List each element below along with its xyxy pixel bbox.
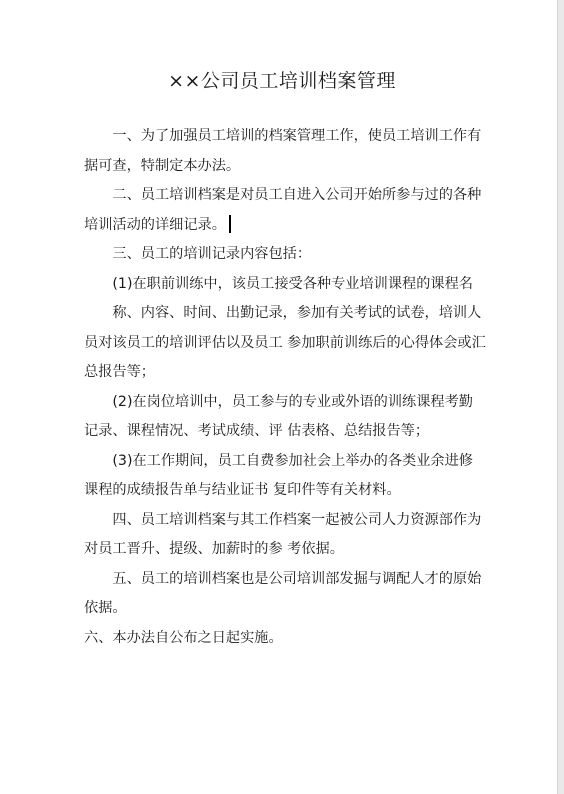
paragraph-3: 三、员工的培训记录内容包括： xyxy=(112,246,312,262)
paragraph-6: (2)在岗位培训中，员工参与的专业或外语的训练课程考勤记录、课程情况、考试成绩、评 估表格、总结报告等； xyxy=(84,393,473,439)
paragraph-2 xyxy=(84,181,486,240)
paragraph-1: 一、为了加强员工培训的档案管理工作，使员工培训工作有据可查，特制定本办法。 xyxy=(84,128,482,174)
paragraph-5: 称、内容、时间、出勤记录，参加有关考试的试卷，培训人员对该员工的培训评估以及员工 参加职前训练后的心得体会或汇总报告等； xyxy=(84,305,486,380)
page-edge-shadow xyxy=(557,0,564,794)
paragraph-7: (3)在工作期间，员工自费参加社会上举办的各类业余进修课程的成绩报告单与结业证书 复印件等有关材料。 xyxy=(84,452,473,498)
document-title: ××公司员工培训档案管理 xyxy=(168,70,396,92)
text-cursor xyxy=(229,215,231,233)
paragraph-9: 五、员工的培训档案也是公司培训部发掘与调配人才的原始依据。 xyxy=(84,570,482,616)
paragraph-10: 六、本办法自公布之日起实施。 xyxy=(84,629,283,646)
paragraph-2-text: 二、员工培训档案是对员工自进入公司开始所参与过的各种培训活动的详细记录。 xyxy=(84,187,482,233)
document-body[interactable] xyxy=(84,122,486,653)
paragraph-4: (1)在职前训练中，该员工接受各种专业培训课程的课程名 xyxy=(112,275,473,292)
paragraph-8: 四、员工培训档案与其工作档案一起被公司人力资源部作为对员工晋升、提级、加薪时的参 考依据。 xyxy=(84,511,482,557)
